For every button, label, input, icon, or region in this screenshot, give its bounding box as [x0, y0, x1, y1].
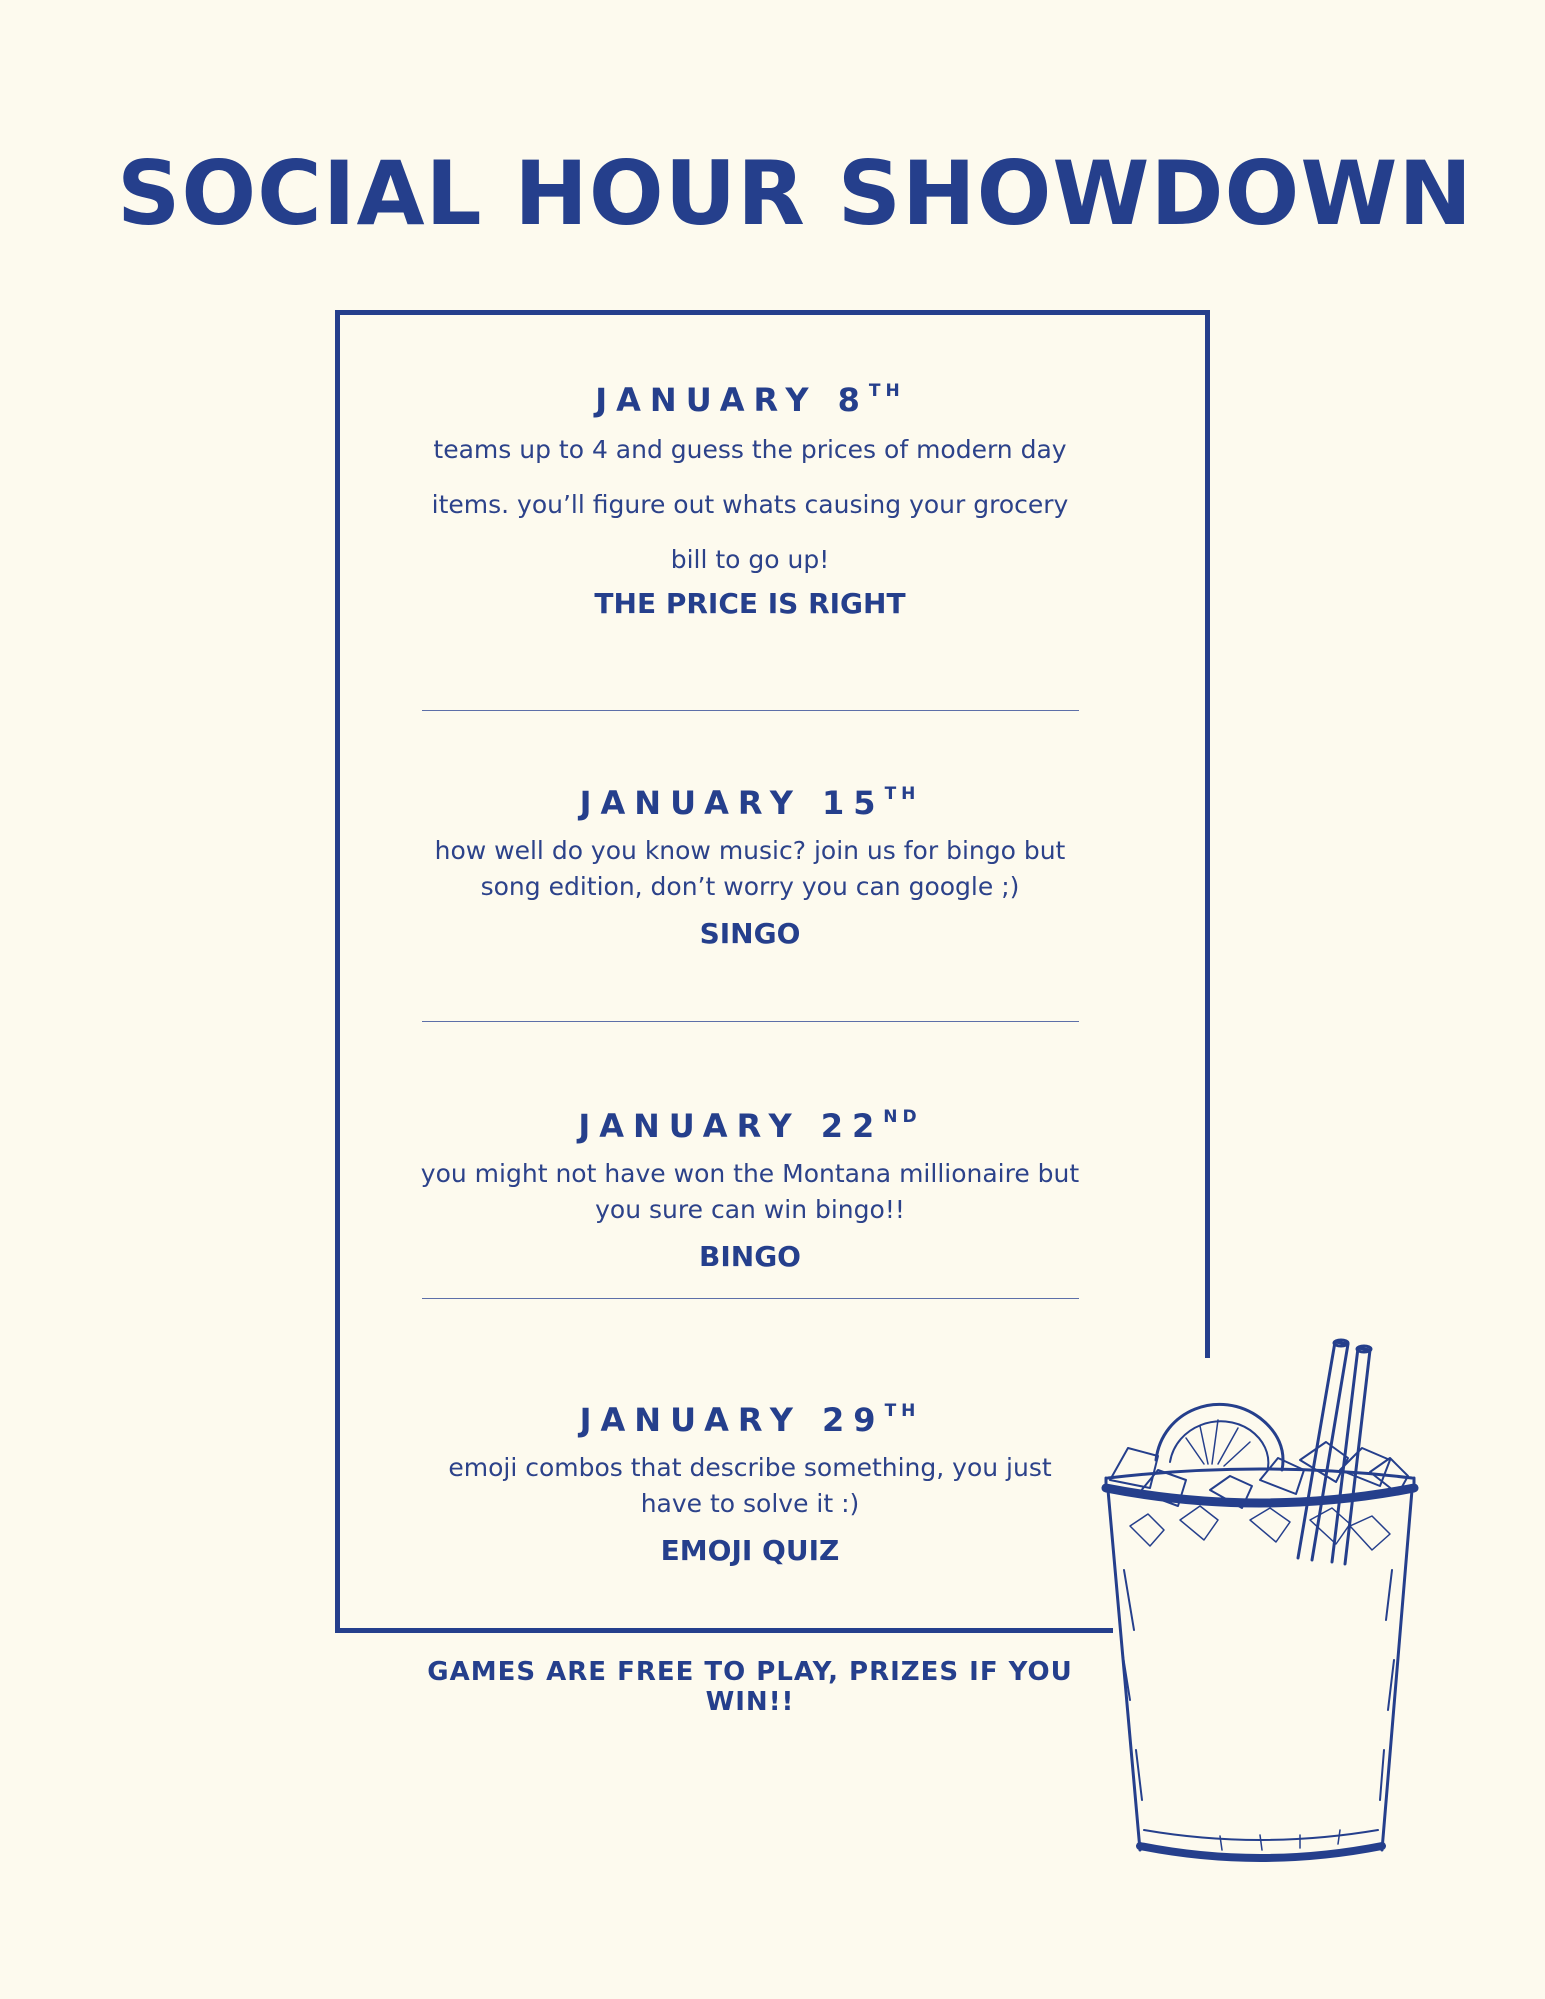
event-date-suffix: TH: [868, 381, 905, 401]
event-item: [420, 383, 1080, 621]
frame-right-border: [1205, 310, 1210, 1358]
event-date: [420, 1401, 1080, 1439]
event-date-main: JANUARY 22: [578, 1107, 884, 1145]
event-game-name: THE PRICE IS RIGHT: [594, 587, 906, 620]
page-title: SOCIAL HOUR SHOWDOWN: [116, 142, 1474, 245]
event-date-main: JANUARY 29: [579, 1401, 885, 1439]
event-description: teams up to 4 and guess the prices of modern day items. you’ll figure out whats causing your grocery bill to go up!: [431, 435, 1069, 574]
frame-bottom-border: [335, 1628, 1113, 1633]
event-date-main: JANUARY 15: [579, 784, 885, 822]
divider: [422, 710, 1079, 711]
event-date: [420, 381, 1080, 419]
event-description: emoji combos that describe something, you just have to solve it :): [448, 1453, 1052, 1518]
event-date-suffix: TH: [884, 1401, 921, 1421]
divider: [422, 1298, 1079, 1299]
event-description: how well do you know music? join us for bingo but song edition, don’t worry you can google ;): [434, 836, 1066, 901]
event-date-suffix: ND: [883, 1107, 922, 1127]
event-item: [420, 786, 1080, 951]
iced-drink-glass-icon: [1100, 1330, 1420, 1890]
event-description: you might not have won the Montana millionaire but you sure can win bingo!!: [420, 1159, 1080, 1224]
event-game-name: SINGO: [699, 917, 801, 950]
footer-note: GAMES ARE FREE TO PLAY, PRIZES IF YOU WIN!!: [427, 1657, 1073, 1717]
event-date-main: JANUARY 8: [595, 381, 869, 419]
event-date-suffix: TH: [884, 784, 921, 804]
event-date: [420, 1107, 1080, 1145]
event-date: [420, 784, 1080, 822]
event-game-name: BINGO: [699, 1240, 801, 1273]
event-item: [420, 1109, 1080, 1274]
divider: [422, 1021, 1079, 1022]
event-item: [420, 1403, 1080, 1568]
event-game-name: EMOJI QUIZ: [660, 1534, 840, 1567]
